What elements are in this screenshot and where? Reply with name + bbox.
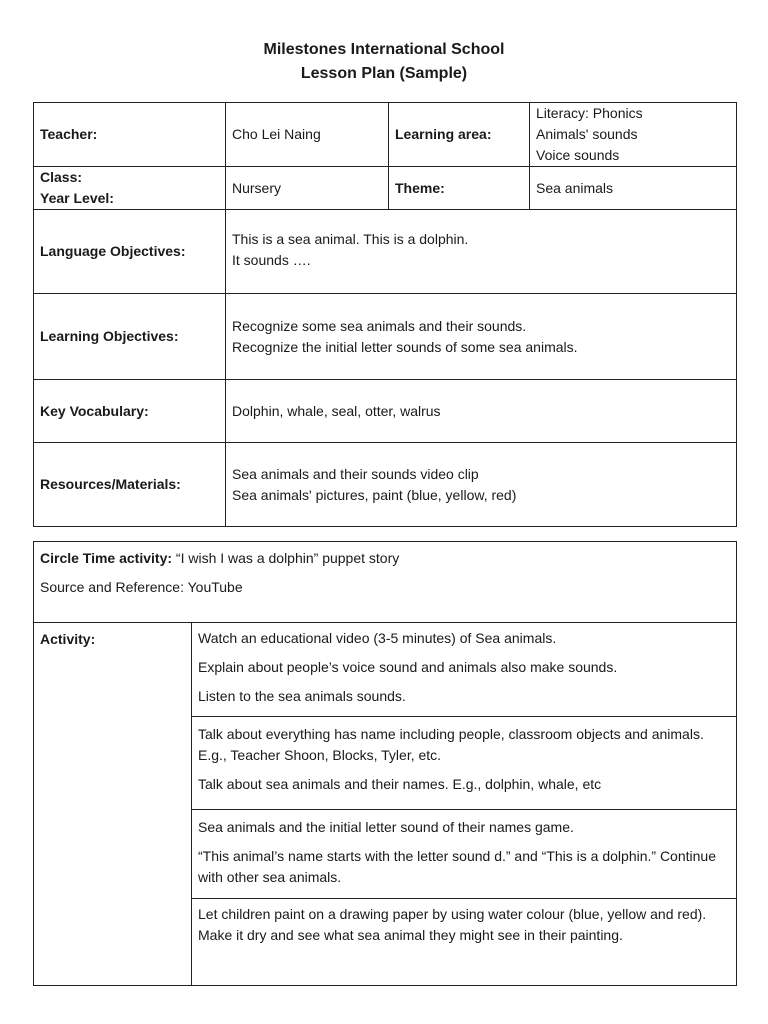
- key-vocabulary-value: Dolphin, whale, seal, otter, walrus: [226, 380, 737, 443]
- activity-step: Let children paint on a drawing paper by using water colour (blue, yellow and red). Make it dry and see what sea animal they might see in their painting.: [198, 906, 707, 943]
- language-objective-line: This is a sea animal. This is a dolphin.: [232, 231, 469, 247]
- year-level-label-line: Year Level:: [40, 190, 114, 206]
- resources-label: Resources/Materials:: [34, 443, 226, 527]
- activity-block: [192, 623, 737, 717]
- document-title: Lesson Plan (Sample): [300, 65, 468, 82]
- learning-objectives-value: [226, 294, 737, 380]
- activity-block: [192, 810, 737, 899]
- activity-row: [34, 623, 737, 717]
- circle-time-line: [40, 548, 730, 569]
- language-objective-line: It sounds ….: [232, 252, 311, 268]
- key-vocabulary-row: [34, 380, 737, 443]
- learning-objectives-label: Learning Objectives:: [34, 294, 226, 380]
- learning-area-value: [530, 103, 737, 167]
- teacher-label: Teacher:: [34, 103, 226, 167]
- activity-block: [192, 899, 737, 986]
- circle-time-value: “I wish I was a dolphin” puppet story: [172, 550, 400, 566]
- class-value: Nursery: [226, 167, 389, 210]
- lesson-info-table: [33, 102, 737, 527]
- activity-step: Explain about people’s voice sound and animals also make sounds.: [198, 659, 618, 675]
- activity-step: Talk about everything has name including people, classroom objects and animals. E.g., Teacher Shoon, Blocks, Tyler, etc.: [198, 726, 704, 763]
- learning-area-label: Learning area:: [389, 103, 530, 167]
- resources-line: Sea animals and their sounds video clip: [232, 465, 479, 482]
- circle-time-cell: [34, 542, 737, 623]
- learning-objective-line: Recognize the initial letter sounds of some sea animals.: [232, 338, 578, 355]
- activity-step: Sea animals and the initial letter sound of their names game.: [198, 819, 574, 835]
- learning-objectives-row: [34, 294, 737, 380]
- learning-area-line: Literacy: Phonics: [536, 105, 643, 121]
- theme-label: Theme:: [389, 167, 530, 210]
- teacher-row: [34, 103, 737, 167]
- resources-row: [34, 443, 737, 527]
- teacher-value: Cho Lei Naing: [226, 103, 389, 167]
- activity-block: [192, 717, 737, 810]
- resources-line: Sea animals' pictures, paint (blue, yellow, red): [232, 486, 517, 503]
- activity-table: [33, 541, 737, 986]
- learning-area-line: Animals' sounds: [536, 126, 638, 142]
- class-label: [34, 167, 226, 210]
- activity-step: “This animal’s name starts with the letter sound d.” and “This is a dolphin.” Continue with other sea animals.: [198, 848, 716, 885]
- learning-area-line: Voice sounds: [536, 147, 620, 163]
- activity-step: Watch an educational video (3-5 minutes) of Sea animals.: [198, 630, 557, 646]
- language-objectives-row: [34, 210, 737, 294]
- language-objectives-label: Language Objectives:: [34, 210, 226, 294]
- theme-value: Sea animals: [530, 167, 737, 210]
- class-row: [34, 167, 737, 210]
- school-name: Milestones International School: [263, 41, 505, 58]
- circle-time-row: [34, 542, 737, 623]
- activity-step: Listen to the sea animals sounds.: [198, 688, 406, 704]
- document-header: [0, 38, 768, 86]
- activity-label: Activity:: [34, 623, 192, 986]
- class-label-line: Class:: [40, 169, 83, 185]
- key-vocabulary-label: Key Vocabulary:: [34, 380, 226, 443]
- resources-value: [226, 443, 737, 527]
- language-objectives-value: [226, 210, 737, 294]
- source-reference: Source and Reference: YouTube: [40, 579, 243, 595]
- activity-step: Talk about sea animals and their names. E.g., dolphin, whale, etc: [198, 776, 602, 792]
- learning-objective-line: Recognize some sea animals and their sounds.: [232, 317, 527, 334]
- circle-time-label: Circle Time activity:: [40, 550, 173, 566]
